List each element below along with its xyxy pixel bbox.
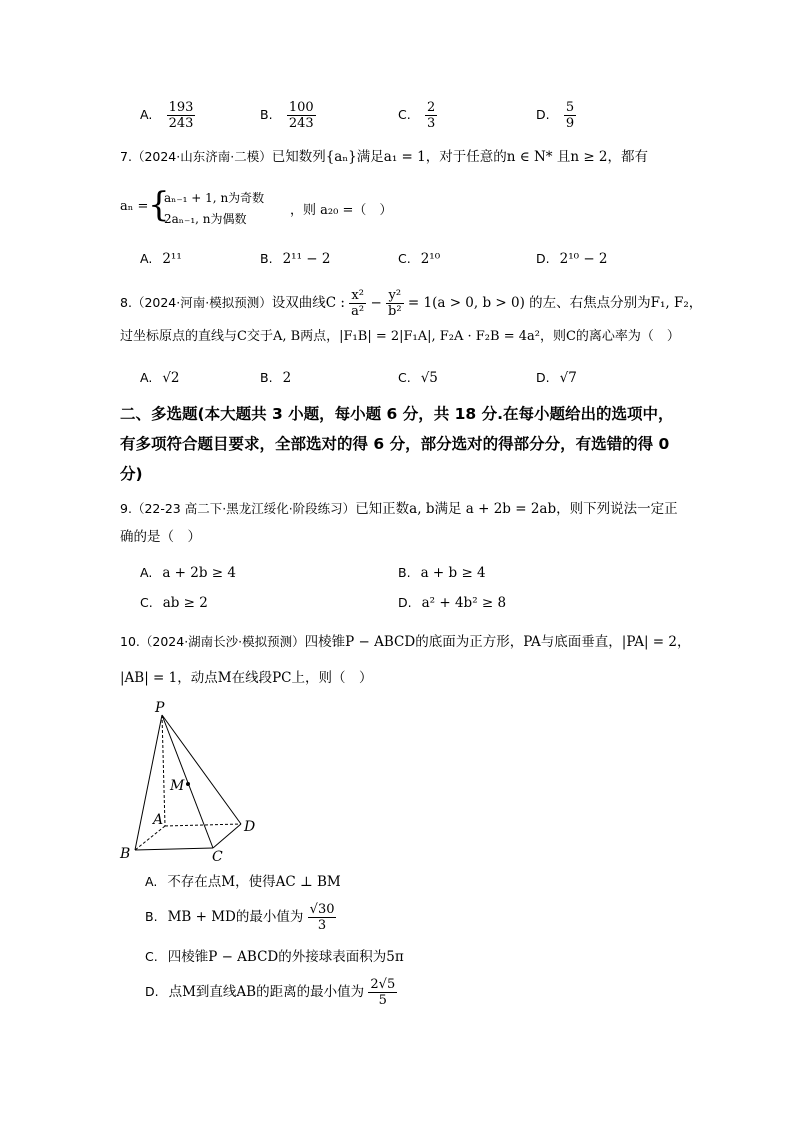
q8-option-b[interactable]: B. 2: [260, 370, 292, 386]
q8-frac-y: $\frac{\text{y²}}{\text{b²}}$: [388, 288, 402, 319]
q10-option-b[interactable]: B. MB + MD的最小值为 $\frac{√30}{3}$: [145, 902, 335, 933]
section-heading-multiple-choice: 二、多选题(本大题共 3 小题，每小题 6 分，共 18 分.在每小题给出的选项中， 有多项符合题目要求，全部选对的得 6 分，部分选对的得部分分，有选错的得 0 分): [120, 405, 674, 483]
q7-piecewise: aₙ = { aₙ₋₁ + 1, n为奇数 2aₙ₋₁, n为偶数 ，则 a₂₀ =（ ）: [120, 185, 393, 226]
label-A: A: [153, 812, 164, 828]
q7-brace: {: [148, 185, 170, 225]
q10-option-d[interactable]: D. 点M到直线AB的距离的最小值为 $\frac{2√5}{5}$: [145, 977, 396, 1008]
q9-option-c[interactable]: C. ab ≥ 2: [140, 595, 208, 611]
label-B: B: [120, 846, 131, 862]
edge-PA: [162, 715, 165, 826]
q8-option-d[interactable]: D. √7: [536, 370, 577, 386]
q6-c-fraction: $\frac{2}{3}$: [427, 100, 436, 131]
label-M: M: [170, 778, 185, 794]
q8-stem-line2: 过坐标原点的直线与C交于A, B两点，|F₁B| = 2|F₁A|, F₂A · F₂B = 4a²，则C的离心率为（ ）: [120, 329, 680, 344]
q8-option-a[interactable]: A. √2: [140, 370, 180, 386]
q6-option-a[interactable]: A. $\frac{193}{243}$: [140, 100, 194, 131]
q10-options: [145, 872, 645, 1012]
edge-PD: [162, 715, 241, 824]
q10-option-c[interactable]: C. 四棱锥P − ABCD的外接球表面积为5π: [145, 949, 404, 965]
q7-option-c[interactable]: C. 2¹⁰: [398, 251, 441, 267]
q7-option-d[interactable]: D. 2¹⁰ − 2: [536, 251, 608, 267]
q8-option-c[interactable]: C. √5: [398, 370, 438, 386]
q10-option-a[interactable]: A. 不存在点M，使得AC ⊥ BM: [145, 874, 341, 890]
label-D: D: [244, 819, 256, 835]
q9-options: [140, 563, 660, 623]
q6-b-fraction: $\frac{100}{243}$: [288, 100, 314, 131]
q9-option-d[interactable]: D. a² + 4b² ≥ 8: [398, 595, 507, 611]
q6-options: [140, 100, 660, 140]
q9-option-b[interactable]: B. a + b ≥ 4: [398, 565, 486, 581]
point-M: [186, 782, 190, 786]
q6-option-d[interactable]: D. $\frac{5}{9}$: [536, 100, 575, 131]
q8-stem: 8.（2024·河南·模拟预测）设双曲线C : $\frac{\text{x²}}{\text{a²}}$ − $\frac{\text{y²}}{\text{b²}}$ = 1(a > 0, b > 0) 的左、右焦点分别为F₁, F₂，: [120, 288, 703, 319]
q6-a-fraction: $\frac{193}{243}$: [168, 100, 194, 131]
q10-d-fraction: $\frac{2√5}{5}$: [370, 977, 396, 1008]
q6-d-fraction: $\frac{5}{9}$: [565, 100, 575, 131]
edge-CD: [213, 824, 241, 848]
q9-stem: 9.（22-23 高二下·黑龙江绥化·阶段练习）已知正数a, b满足 a + 2b = 2ab，则下列说法一定正: [120, 501, 678, 517]
q8-frac-x: $\frac{\text{x²}}{\text{a²}}$: [351, 288, 365, 319]
q6-option-c[interactable]: C. $\frac{2}{3}$: [398, 100, 436, 131]
q6-option-b[interactable]: B. $\frac{100}{243}$: [260, 100, 314, 131]
q7-options: [140, 249, 660, 269]
q7-stem: 7.（2024·山东济南·二模）已知数列{aₙ}满足a₁ = 1，对于任意的n ∈ N* 且n ≥ 2，都有: [120, 149, 649, 165]
q9-option-a[interactable]: A. a + 2b ≥ 4: [140, 565, 236, 581]
q9-stem-line2: 确的是（ ）: [120, 529, 201, 545]
label-P: P: [155, 700, 165, 716]
edge-PB: [135, 715, 162, 850]
q7-option-b[interactable]: B. 2¹¹ − 2: [260, 251, 331, 267]
q10-stem-line2: |AB| = 1，动点M在线段PC上，则（ ）: [120, 670, 373, 686]
edge-BC: [135, 848, 213, 850]
label-C: C: [212, 849, 223, 865]
pyramid-figure: [115, 700, 265, 865]
edge-AD: [165, 824, 241, 826]
q8-options: [140, 368, 660, 388]
q10-b-fraction: $\frac{√30}{3}$: [309, 902, 335, 933]
q7-option-a[interactable]: A. 2¹¹: [140, 251, 182, 267]
q10-stem: 10.（2024·湖南长沙·模拟预测）四棱锥P − ABCD的底面为正方形，PA与底面垂直，|PA| = 2，: [120, 634, 691, 650]
